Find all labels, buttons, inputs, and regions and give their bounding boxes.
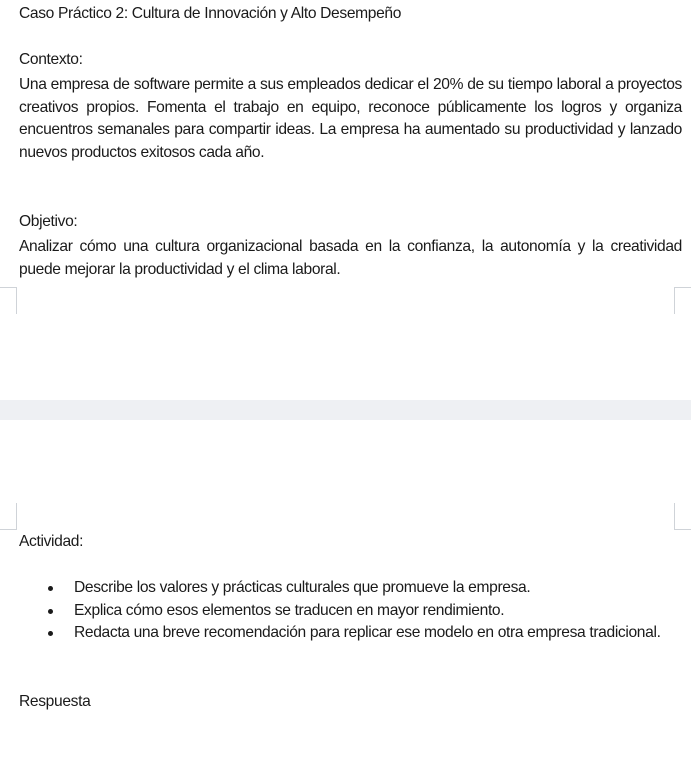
- contexto-heading: Contexto:: [19, 51, 83, 68]
- crop-mark-top-right: [674, 287, 691, 314]
- actividad-list: [74, 577, 682, 645]
- respuesta-heading: Respuesta: [19, 693, 91, 710]
- list-item: Redacta una breve recomendación para replicar ese modelo en otra empresa tradicional.: [74, 622, 682, 645]
- objetivo-paragraph: Analizar cómo una cultura organizacional basada en la confianza, la autonomía y la creatividad puede mejorar la productividad y el clima laboral.: [19, 238, 682, 278]
- crop-mark-bottom-right: [674, 503, 691, 530]
- page-separator: [0, 400, 691, 420]
- objetivo-heading: Objetivo:: [19, 213, 78, 230]
- actividad-heading: Actividad:: [19, 533, 84, 550]
- list-item: Explica cómo esos elementos se traducen en mayor rendimiento.: [74, 600, 682, 623]
- contexto-paragraph: Una empresa de software permite a sus empleados dedicar el 20% de su tiempo laboral a proyectos creativos propios. Fomenta el trabajo en equipo, reconoce públicamente los logros y organiza encuentros semanales para compartir ideas. La empresa ha aumentado su productividad y lanzado nuevos productos exitosos cada año.: [19, 76, 682, 161]
- document-title: Caso Práctico 2: Cultura de Innovación y Alto Desempeño: [19, 5, 402, 22]
- list-item: Describe los valores y prácticas culturales que promueve la empresa.: [74, 577, 682, 600]
- crop-mark-bottom-left: [0, 503, 17, 530]
- crop-mark-top-left: [0, 287, 17, 314]
